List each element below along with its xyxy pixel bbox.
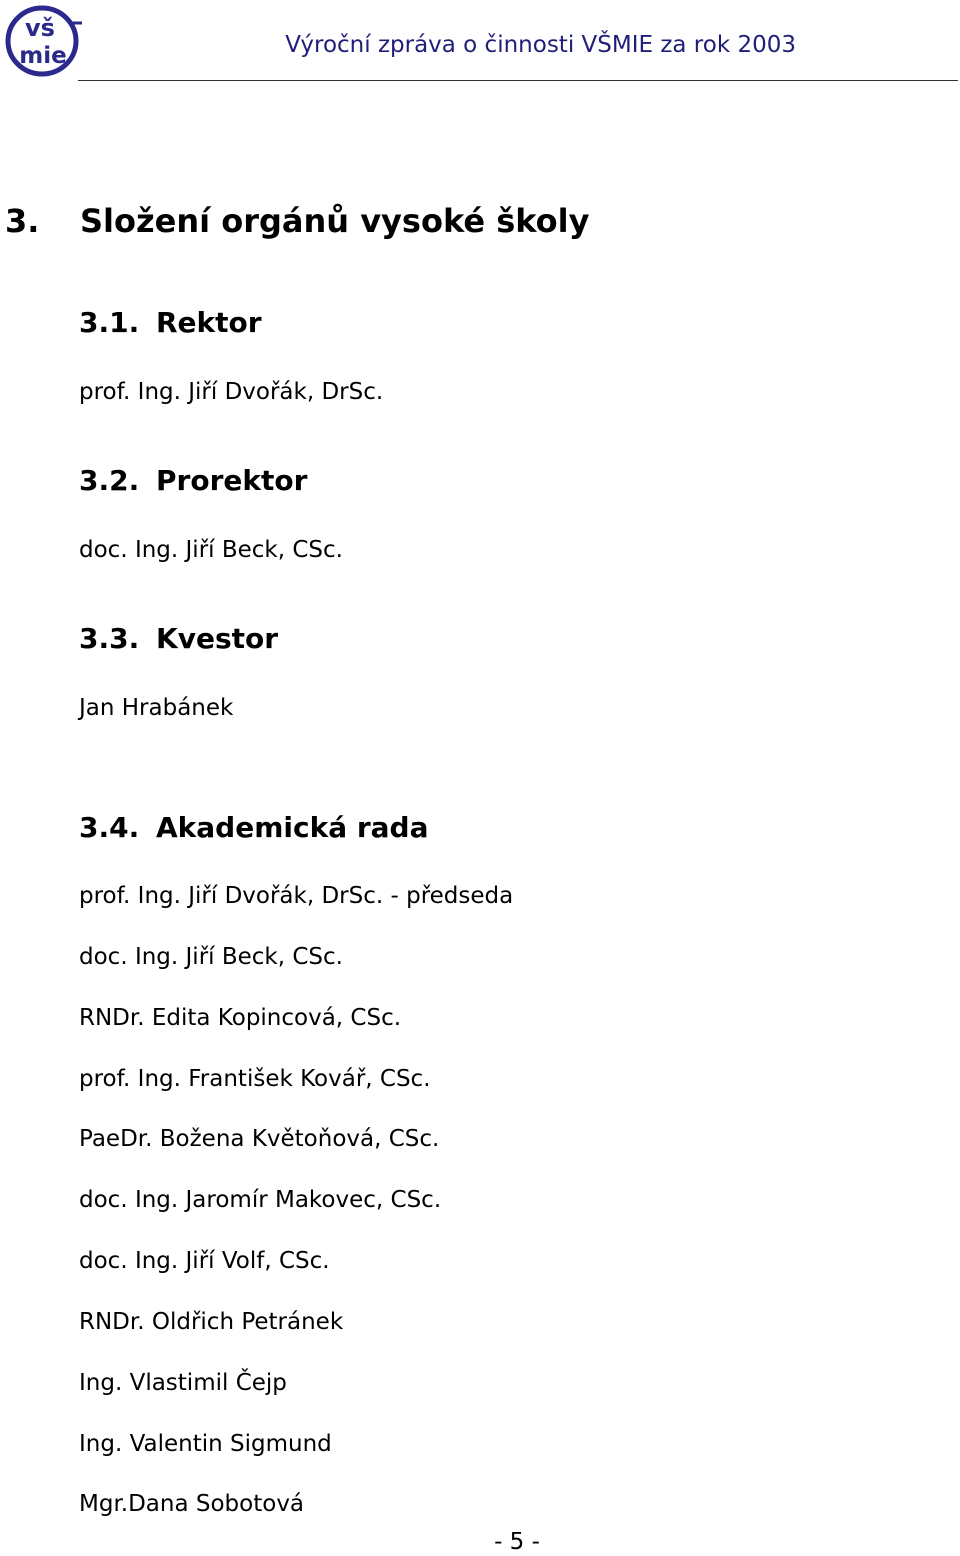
section-number: 3.3. [79,622,140,655]
member-name: Ing. Vlastimil Čejp [79,1370,287,1396]
section-number: 3.2. [79,464,140,497]
member-name: RNDr. Edita Kopincová, CSc. [79,1005,402,1031]
section-title: Kvestor [156,622,279,655]
member-name: doc. Ing. Jiří Volf, CSc. [79,1248,330,1274]
chapter-title: Složení orgánů vysoké školy [80,202,590,240]
member-name: Jan Hrabánek [79,695,234,721]
member-name: Mgr.Dana Sobotová [79,1491,305,1517]
section-title: Prorektor [156,464,308,497]
member-name: RNDr. Oldřich Petránek [79,1309,344,1335]
member-name: doc. Ing. Jaromír Makovec, CSc. [79,1187,442,1213]
logo-text-bottom: mie [19,43,67,69]
member-name: PaeDr. Božena Květoňová, CSc. [79,1126,440,1152]
chapter-number: 3. [5,202,40,240]
logo-text-top: vš [25,14,55,42]
report-header-title: Výroční zpráva o činnosti VŠMIE za rok 2003 [285,32,796,58]
member-name: prof. Ing. Jiří Dvořák, DrSc. [79,379,384,405]
section-number: 3.4. [79,811,140,844]
header-divider [78,80,958,81]
section-number: 3.1. [79,306,140,339]
section-title: Akademická rada [156,811,429,844]
member-name: prof. Ing. Jiří Dvořák, DrSc. - předseda [79,883,514,909]
member-name: Ing. Valentin Sigmund [79,1431,332,1457]
member-name: prof. Ing. František Kovář, CSc. [79,1066,431,1092]
page-number: - 5 - [494,1529,540,1555]
member-name: doc. Ing. Jiří Beck, CSc. [79,537,343,563]
member-name: doc. Ing. Jiří Beck, CSc. [79,944,343,970]
section-title: Rektor [156,306,262,339]
